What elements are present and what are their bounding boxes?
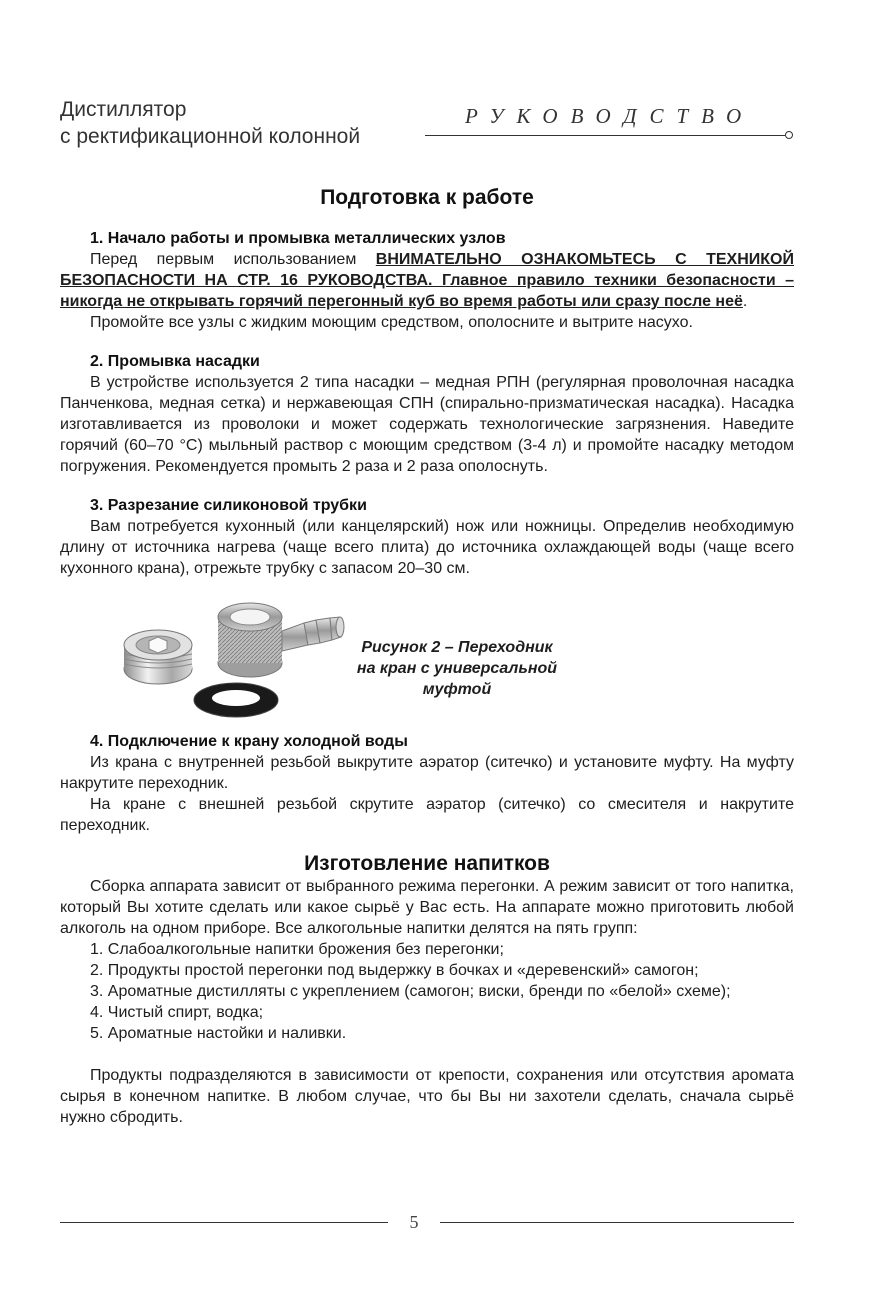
footer-rule-right	[440, 1222, 794, 1223]
drinks-section-title: Изготовление напитков	[304, 852, 550, 875]
section-1-text-post: .	[742, 293, 748, 310]
document-title	[60, 96, 360, 150]
header-rule	[425, 135, 785, 136]
section-4-paragraph-2: На кране с внешней резьбой скрутите аэратор (ситечко) со смесителя и накрутите переходник.	[60, 796, 794, 834]
list-item: 1. Слабоалкогольные напитки брожения без перегонки;	[90, 941, 504, 958]
section-2-title: 2. Промывка насадки	[90, 353, 260, 370]
header-rule-dot	[785, 131, 793, 139]
section-3	[60, 495, 794, 579]
drinks-paragraph-1: Сборка аппарата зависит от выбранного режима перегонки. А режим зависит от того напитка, который Вы хотите сделать или какое сырьё у Вас есть. На аппарате можно приготовить любой алкоголь на одном приборе. Все алкогольные напитки делятся на пять групп:	[60, 878, 794, 937]
figure-caption	[332, 637, 582, 700]
paragraph-gap	[60, 1044, 794, 1065]
drink-groups-list	[60, 939, 794, 1044]
section-3-title: 3. Разрезание силиконовой трубки	[90, 497, 367, 514]
section-4-paragraph-1: Из крана с внутренней резьбой выкрутите аэратор (ситечко) и установите муфту. На муфту накрутите переходник.	[60, 754, 794, 792]
safety-warning: ВНИМАТЕЛЬНО ОЗНАКОМЬТЕСЬ С ТЕХНИКОЙ БЕЗОПАСНОСТИ НА СТР. 16 РУКОВОДСТВА. Главное правило техники безопасности – никогда не открывать горячий перегонный куб во время работы или сразу после неё	[60, 251, 794, 310]
list-item: 4. Чистый спирт, водка;	[90, 1004, 264, 1021]
section-label: РУКОВОДСТВО	[465, 104, 755, 128]
section-1-text-pre: Перед первым использованием	[90, 251, 376, 268]
figure-caption-line3: муфтой	[422, 681, 492, 698]
section-1-paragraph-1	[60, 249, 794, 312]
footer-rule-left	[60, 1222, 388, 1223]
main-title: Подготовка к работе	[320, 186, 534, 209]
section-4-title: 4. Подключение к крану холодной воды	[90, 733, 408, 750]
figure-caption-line1: Рисунок 2 – Переходник	[361, 639, 553, 656]
document-title-line2: с ректификационной колонной	[60, 125, 361, 148]
tap-adapter-image	[118, 587, 358, 727]
page-number: 5	[409, 1212, 419, 1232]
section-1-title: 1. Начало работы и промывка металлических узлов	[90, 230, 506, 247]
list-item: 2. Продукты простой перегонки под выдержку в бочках и «деревенский» самогон;	[90, 962, 699, 979]
drinks-paragraph-2: Продукты подразделяются в зависимости от крепости, сохранения или отсутствия аромата сырья в конечном напитке. В любом случае, что бы Вы ни захотели сделать, сначала сырьё нужно сбродить.	[60, 1067, 794, 1126]
section-1-paragraph-2: Промойте все узлы с жидким моющим средством, ополосните и вытрите насухо.	[90, 314, 693, 331]
drinks-section	[60, 852, 794, 1128]
document-title-line1: Дистиллятор	[60, 98, 187, 121]
section-label-block	[425, 104, 795, 129]
section-3-paragraph-1: Вам потребуется кухонный (или канцелярский) нож или ножницы. Определив необходимую длину от источника нагрева (чаще всего плита) до источника охлаждающей воды (чаще всего кухонного крана), отрежьте трубку с запасом 20–30 см.	[60, 518, 794, 577]
section-4	[60, 731, 794, 836]
list-item: 3. Ароматные дистилляты с укреплением (самогон; виски, бренди по «белой» схеме);	[90, 983, 731, 1000]
section-2-paragraph-1: В устройстве используется 2 типа насадки – медная РПН (регулярная проволочная насадка Панченкова, медная сетка) и нержавеющая СПН (спирально-призматическая насадка). Насадка изготавливается из проволоки и может содержать технологические загрязнения. Наведите горячий (60–70 °С) мыльный раствор с моющим средством (3-4 л) и промойте насадку методом погружения. Рекомендуется промыть 2 раза и 2 раза ополоснуть.	[60, 374, 794, 475]
section-2	[60, 351, 794, 477]
page-content	[60, 186, 794, 1128]
figure-2	[60, 587, 794, 727]
figure-caption-line2: на кран с универсальной	[356, 660, 558, 677]
section-1	[60, 228, 794, 333]
list-item: 5. Ароматные настойки и наливки.	[90, 1025, 347, 1042]
